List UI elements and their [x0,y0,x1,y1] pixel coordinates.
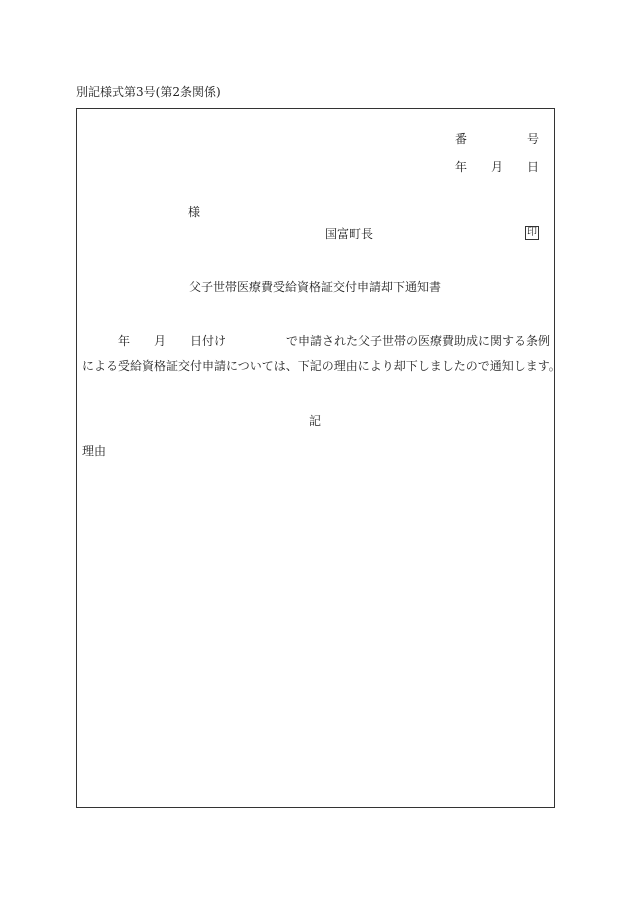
body-month-label: 月 [154,334,167,348]
date-day-label: 日 [527,160,540,174]
body-year-label: 年 [118,334,131,348]
number-go-label: 号 [527,132,540,146]
addressee-suffix: 様 [188,205,201,219]
body-line2-text: による受給資格証交付申請については、下記の理由により却下しましたので通知します。 [82,359,561,373]
reason-label: 理由 [82,444,107,458]
form-label: 別記様式第3号(第2条関係) [76,85,221,99]
body-line1-text: で申請された父子世帯の医療費助成に関する条例 [286,334,551,348]
ki-heading: 記 [308,414,321,428]
date-year-label: 年 [455,160,468,174]
seal-mark: 印 [527,227,537,238]
notice-title: 父子世帯医療費受給資格証交付申請却下通知書 [188,280,441,294]
issuer-name: 国富町長 [325,227,374,241]
body-day-label: 日付け [190,334,227,348]
notice-form-frame [76,108,555,808]
number-ban-label: 番 [455,132,468,146]
date-month-label: 月 [491,160,504,174]
